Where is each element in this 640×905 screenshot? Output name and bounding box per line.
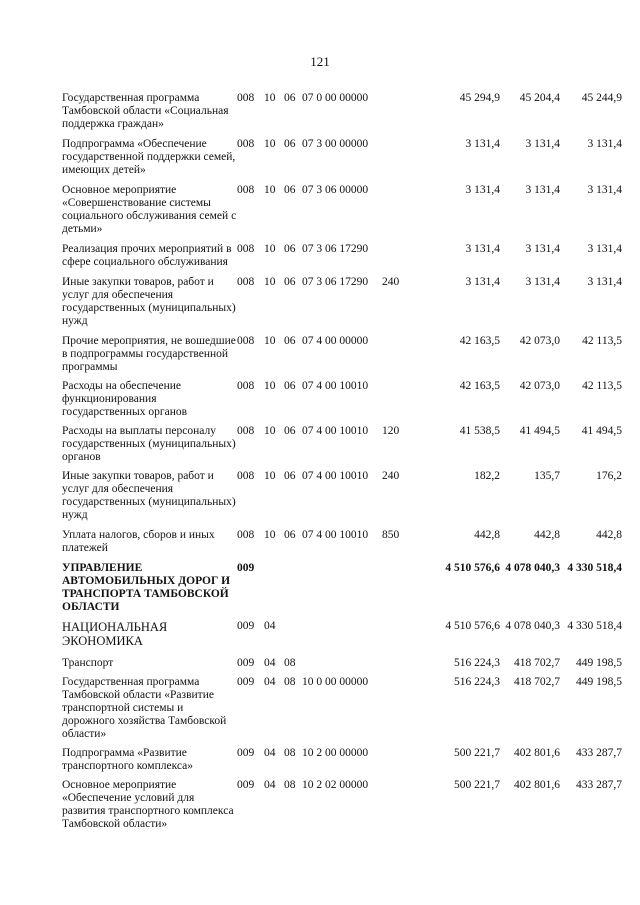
row-section-code: 10 [264, 335, 276, 347]
row-section-code: 10 [264, 243, 276, 255]
row-value-year2: 41 494,5 [519, 425, 560, 437]
row-admin-code: 009 [237, 747, 255, 759]
row-value-year2: 4 078 040,3 [505, 562, 560, 574]
row-section-code: 04 [264, 657, 276, 669]
row-value-year2: 4 078 040,3 [505, 620, 560, 632]
row-name: Подпрограмма «Обеспечение государственной поддержки семей, имеющих детей» [62, 138, 236, 176]
row-value-year1: 4 510 576,6 [445, 562, 500, 574]
table-row [62, 92, 624, 131]
row-subsection-code: 06 [284, 276, 296, 288]
row-subsection-code: 06 [284, 92, 296, 104]
table-row [62, 562, 624, 614]
row-value-year2: 3 131,4 [525, 138, 560, 150]
table-row [62, 380, 624, 419]
row-admin-code: 008 [237, 425, 255, 437]
row-value-year1: 4 510 576,6 [445, 620, 500, 632]
row-admin-code: 008 [237, 335, 255, 347]
row-section-code: 10 [264, 425, 276, 437]
row-value-year3: 3 131,4 [587, 276, 622, 288]
table-row [62, 529, 624, 555]
row-value-year2: 402 801,6 [514, 747, 560, 759]
row-admin-code: 008 [237, 243, 255, 255]
row-value-year1: 42 163,5 [459, 380, 500, 392]
row-name: Иные закупки товаров, работ и услуг для обеспечения государственных (муниципальных) нужд [62, 470, 236, 521]
row-value-year3: 3 131,4 [587, 138, 622, 150]
row-value-year2: 3 131,4 [525, 184, 560, 196]
row-program-code: 07 3 06 17290 [302, 276, 369, 288]
row-name: Подпрограмма «Развитие транспортного комплекса» [62, 747, 193, 772]
row-subsection-code: 06 [284, 470, 296, 482]
row-admin-code: 008 [237, 276, 255, 288]
row-value-year1: 41 538,5 [459, 425, 500, 437]
row-name: Основное мероприятие «Обеспечение условий для развития транспортного комплекса Тамбовской области» [62, 779, 234, 830]
row-value-year1: 500 221,7 [454, 779, 500, 791]
row-admin-code: 009 [237, 657, 255, 669]
row-value-year3: 449 198,5 [576, 676, 622, 688]
table-row [62, 747, 624, 773]
row-value-year3: 433 287,7 [576, 747, 622, 759]
row-expense-type: 850 [382, 529, 400, 541]
row-subsection-code: 06 [284, 335, 296, 347]
row-value-year2: 135,7 [534, 470, 560, 482]
table-row [62, 470, 624, 522]
row-program-code: 07 3 06 17290 [302, 243, 369, 255]
budget-table [62, 92, 624, 837]
row-name: Основное мероприятие «Совершенствование системы социального обслуживания семей с детьми» [62, 184, 237, 235]
row-value-year1: 442,8 [474, 529, 500, 541]
row-subsection-code: 06 [284, 243, 296, 255]
row-program-code: 07 4 00 10010 [302, 470, 369, 482]
row-admin-code: 009 [237, 562, 255, 574]
row-expense-type: 120 [382, 425, 400, 437]
page-number: 121 [310, 54, 330, 69]
row-value-year1: 3 131,4 [465, 184, 500, 196]
row-value-year3: 4 330 518,4 [567, 620, 622, 632]
row-name: Расходы на обеспечение функционирования государственных органов [62, 380, 188, 418]
row-name: Расходы на выплаты персоналу государственных (муниципальных) органов [62, 425, 236, 463]
row-subsection-code: 08 [284, 657, 296, 669]
table-row [62, 657, 624, 670]
row-program-code: 07 3 06 00000 [302, 184, 369, 196]
row-section-code: 04 [264, 779, 276, 791]
row-admin-code: 009 [237, 620, 255, 632]
row-program-code: 07 3 00 00000 [302, 138, 369, 150]
row-name: Прочие мероприятия, не вошедшие в подпрограммы государственной программы [62, 335, 236, 373]
row-value-year1: 42 163,5 [459, 335, 500, 347]
row-name: Реализация прочих мероприятий в сфере социального обслуживания [62, 243, 232, 268]
row-program-code: 10 2 02 00000 [302, 779, 369, 791]
row-admin-code: 008 [237, 138, 255, 150]
row-value-year3: 41 494,5 [581, 425, 622, 437]
row-value-year1: 516 224,3 [454, 676, 500, 688]
row-subsection-code: 06 [284, 380, 296, 392]
row-value-year3: 3 131,4 [587, 184, 622, 196]
row-admin-code: 008 [237, 184, 255, 196]
row-program-code: 07 4 00 10010 [302, 425, 369, 437]
table-row [62, 335, 624, 374]
row-value-year2: 442,8 [534, 529, 560, 541]
row-name: Государственная программа Тамбовской области «Развитие транспортной системы и дорожного хозяйства Тамбовской области» [62, 676, 227, 740]
row-value-year1: 45 294,9 [459, 92, 500, 104]
row-program-code: 10 0 00 00000 [302, 676, 369, 688]
row-admin-code: 009 [237, 779, 255, 791]
row-subsection-code: 08 [284, 779, 296, 791]
table-row [62, 620, 624, 648]
row-section-code: 04 [264, 676, 276, 688]
row-admin-code: 008 [237, 529, 255, 541]
row-section-code: 10 [264, 276, 276, 288]
row-value-year1: 3 131,4 [465, 243, 500, 255]
row-value-year2: 42 073,0 [519, 335, 560, 347]
row-expense-type: 240 [382, 276, 400, 288]
row-value-year2: 3 131,4 [525, 276, 560, 288]
row-name: Государственная программа Тамбовской области «Социальная поддержка граждан» [62, 92, 229, 130]
row-value-year1: 3 131,4 [465, 276, 500, 288]
row-value-year3: 4 330 518,4 [567, 562, 622, 574]
row-subsection-code: 08 [284, 676, 296, 688]
row-section-code: 10 [264, 380, 276, 392]
row-program-code: 07 4 00 00000 [302, 335, 369, 347]
row-admin-code: 008 [237, 470, 255, 482]
row-value-year1: 516 224,3 [454, 657, 500, 669]
table-row [62, 779, 624, 831]
table-row [62, 676, 624, 741]
row-subsection-code: 06 [284, 425, 296, 437]
row-value-year3: 433 287,7 [576, 779, 622, 791]
row-program-code: 07 4 00 10010 [302, 529, 369, 541]
row-value-year1: 3 131,4 [465, 138, 500, 150]
row-section-code: 10 [264, 529, 276, 541]
row-subsection-code: 08 [284, 747, 296, 759]
row-value-year2: 42 073,0 [519, 380, 560, 392]
row-name: Уплата налогов, сборов и иных платежей [62, 529, 215, 554]
table-row [62, 138, 624, 177]
row-value-year3: 449 198,5 [576, 657, 622, 669]
row-value-year2: 418 702,7 [514, 676, 560, 688]
row-value-year3: 442,8 [596, 529, 622, 541]
table-row [62, 276, 624, 328]
row-program-code: 10 2 00 00000 [302, 747, 369, 759]
row-admin-code: 008 [237, 92, 255, 104]
row-name: Транспорт [62, 657, 114, 669]
table-row [62, 243, 624, 269]
row-subsection-code: 06 [284, 138, 296, 150]
row-program-code: 07 4 00 10010 [302, 380, 369, 392]
row-expense-type: 240 [382, 470, 400, 482]
row-value-year3: 42 113,5 [582, 335, 622, 347]
row-section-code: 10 [264, 470, 276, 482]
row-section-code: 04 [264, 620, 276, 632]
row-admin-code: 009 [237, 676, 255, 688]
row-value-year2: 3 131,4 [525, 243, 560, 255]
row-section-code: 10 [264, 184, 276, 196]
row-section-code: 10 [264, 138, 276, 150]
row-name: НАЦИОНАЛЬНАЯ ЭКОНОМИКА [62, 620, 168, 648]
row-value-year3: 45 244,9 [581, 92, 622, 104]
row-value-year1: 182,2 [474, 470, 500, 482]
table-row [62, 425, 624, 464]
row-value-year3: 176,2 [596, 470, 622, 482]
row-value-year1: 500 221,7 [454, 747, 500, 759]
row-value-year2: 45 204,4 [519, 92, 560, 104]
row-name: УПРАВЛЕНИЕ АВТОМОБИЛЬНЫХ ДОРОГ И ТРАНСПОРТА ТАМБОВСКОЙ ОБЛАСТИ [62, 562, 231, 613]
row-section-code: 10 [264, 92, 276, 104]
row-value-year3: 3 131,4 [587, 243, 622, 255]
row-admin-code: 008 [237, 380, 255, 392]
table-row [62, 184, 624, 236]
row-section-code: 04 [264, 747, 276, 759]
row-subsection-code: 06 [284, 184, 296, 196]
row-name: Иные закупки товаров, работ и услуг для обеспечения государственных (муниципальных) нужд [62, 276, 236, 327]
row-value-year2: 402 801,6 [514, 779, 560, 791]
row-program-code: 07 0 00 00000 [302, 92, 369, 104]
row-value-year3: 42 113,5 [582, 380, 622, 392]
row-value-year2: 418 702,7 [514, 657, 560, 669]
row-subsection-code: 06 [284, 529, 296, 541]
